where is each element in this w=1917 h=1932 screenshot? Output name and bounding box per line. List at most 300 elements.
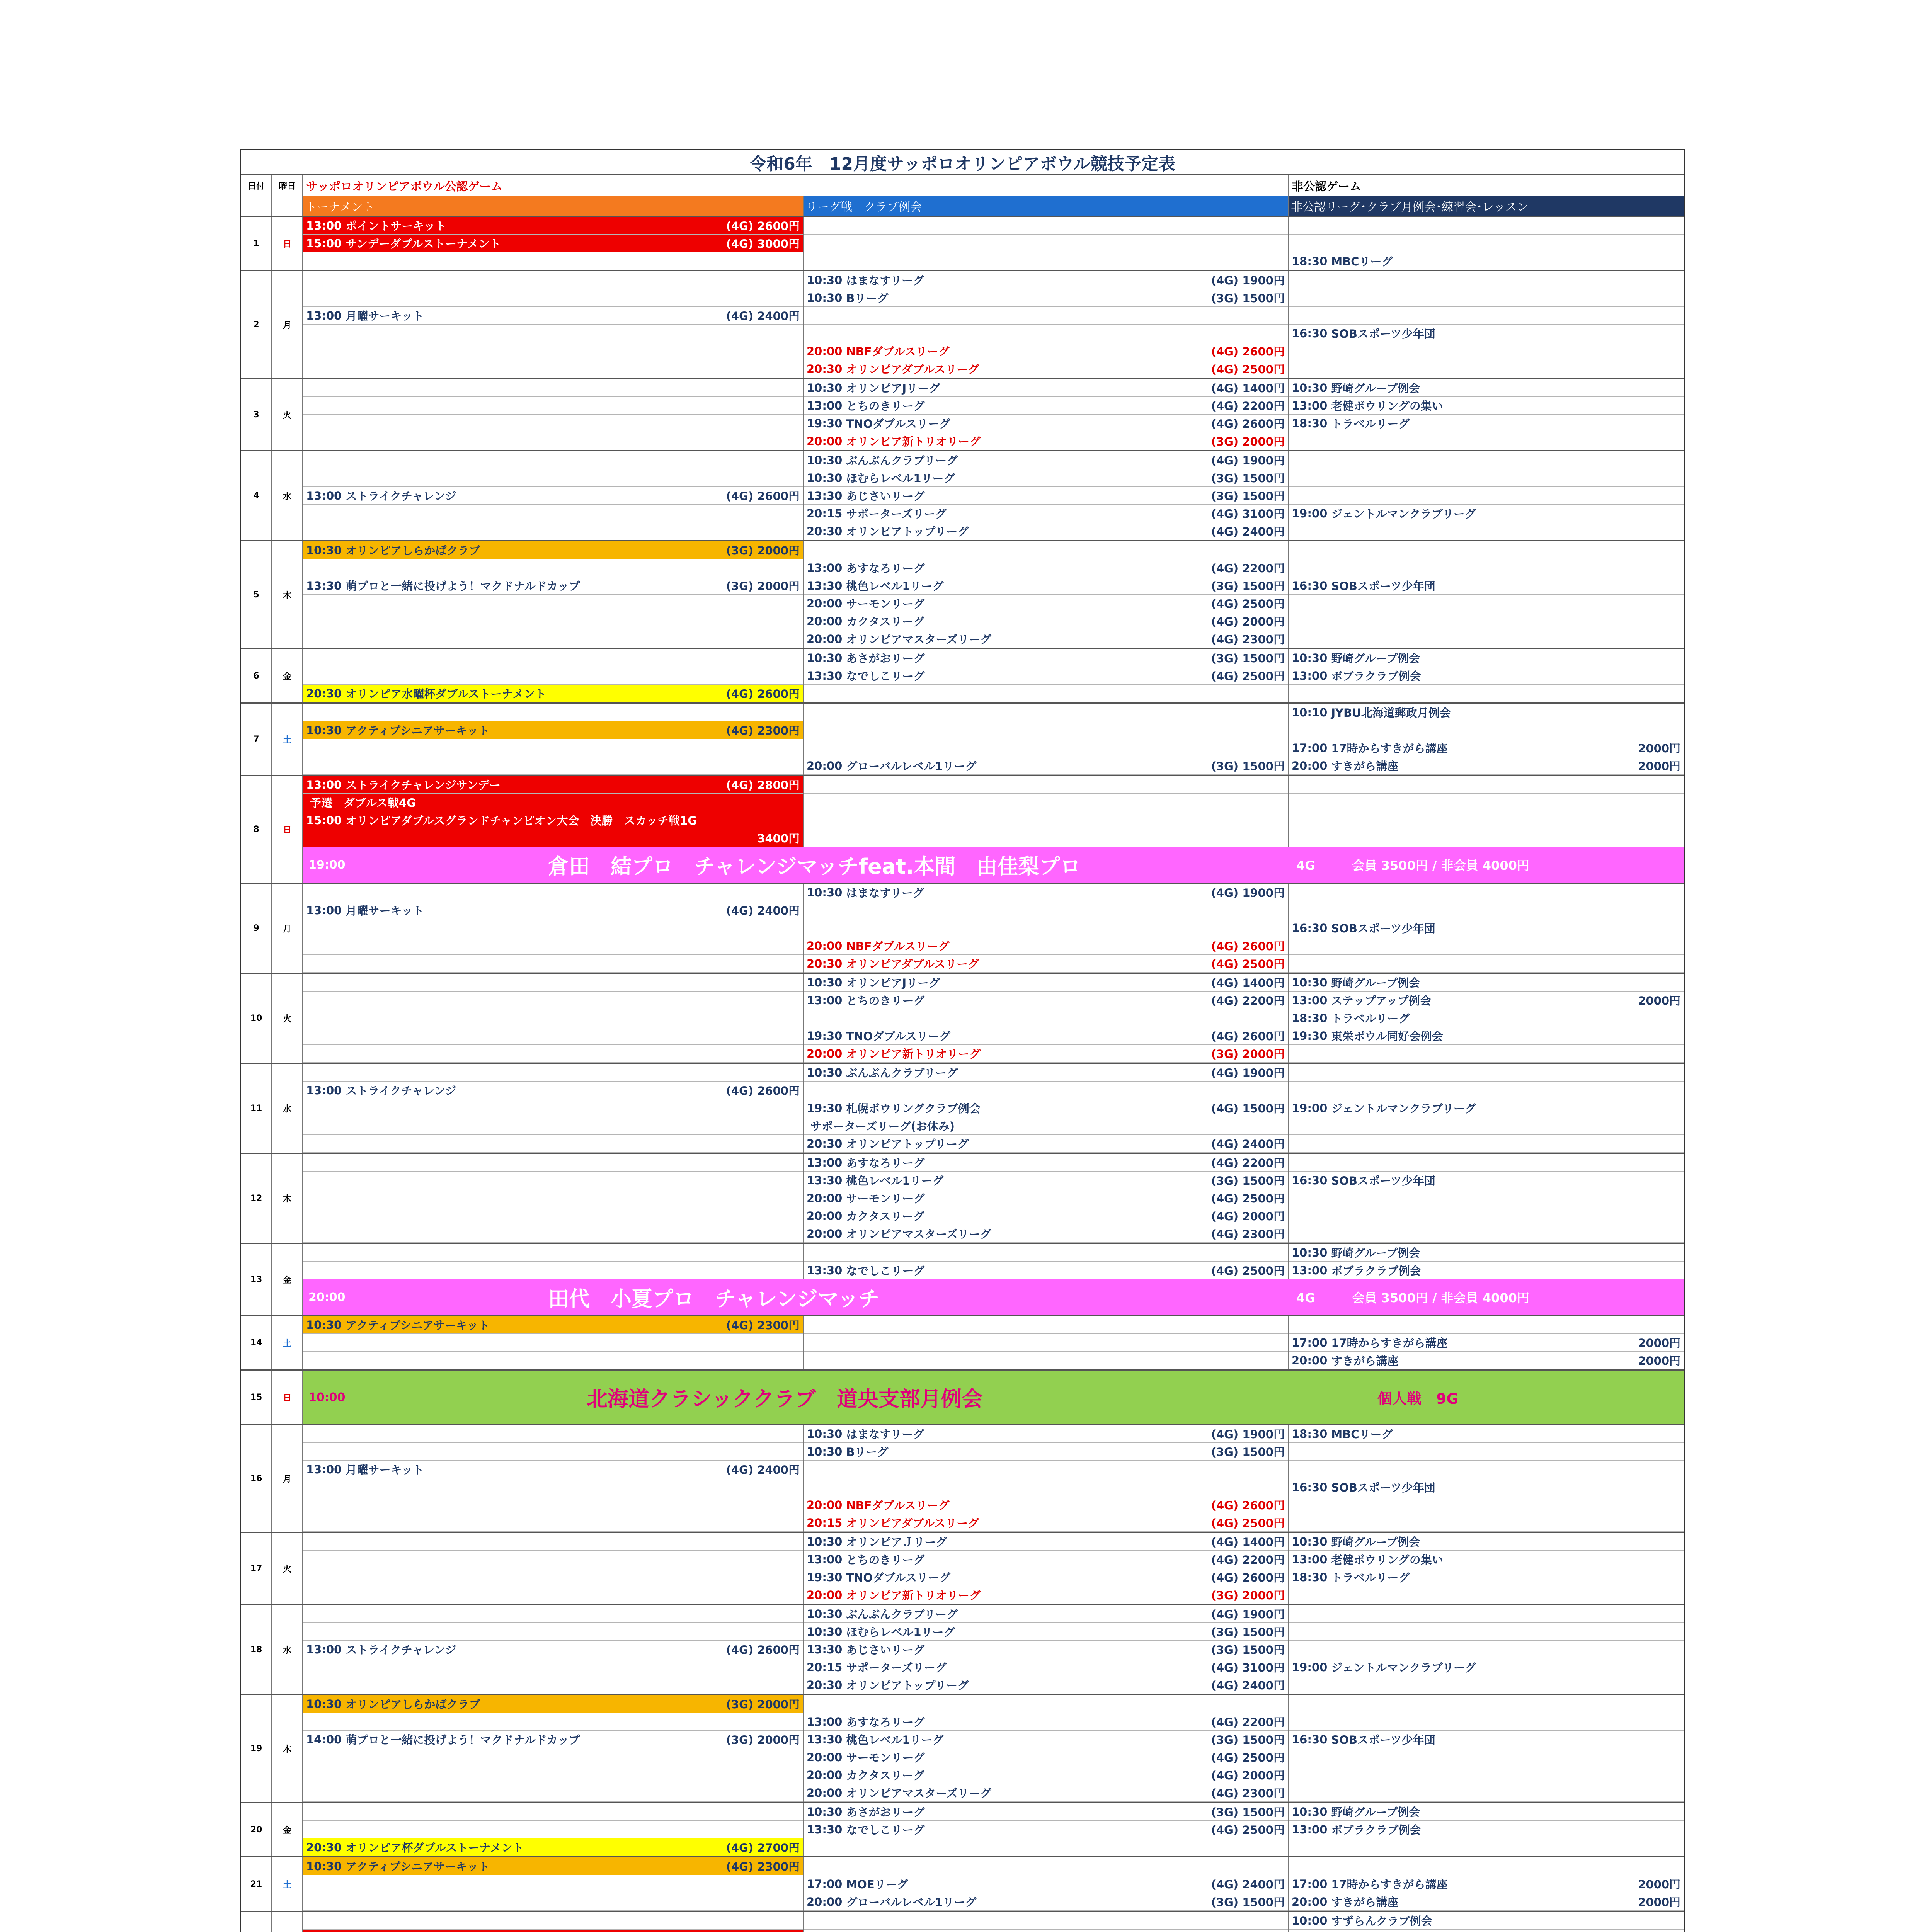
schedule-row: [804, 1586, 1288, 1604]
league-cell: [804, 541, 1289, 648]
event-name: オリンピアダブルスリーグ: [846, 363, 979, 376]
day-block: [241, 379, 1684, 451]
schedule-row: [303, 974, 803, 992]
event-time: 19:30: [1292, 1029, 1328, 1043]
tournament-cell: [303, 1316, 804, 1369]
other-cell: [1289, 884, 1684, 973]
event-name: あさがおリーグ: [846, 652, 925, 665]
schedule-row: [804, 1838, 1288, 1856]
event-name: トラベルリーグ: [1331, 1571, 1410, 1584]
event-name: SOBスポーツ少年団: [1331, 1174, 1435, 1187]
event-time: 10:30: [807, 381, 843, 395]
event-time: 13:30: [807, 1173, 843, 1187]
other-cell: [1289, 541, 1684, 648]
event-name: SOBスポーツ少年団: [1331, 922, 1435, 935]
schedule-row: [804, 1443, 1288, 1461]
schedule-row: [303, 1875, 803, 1893]
other-cell: [1289, 649, 1684, 702]
league-cell: [804, 1857, 1289, 1911]
event-name: ほむらレベル1リーグ: [846, 472, 955, 485]
event-price: (4G) 2200円: [1211, 562, 1285, 575]
schedule-row: [303, 415, 803, 432]
event-name: 老健ボウリングの集い: [1331, 400, 1443, 413]
event-time: 20:00: [807, 344, 843, 358]
event-price: (4G) 2000円: [1211, 1210, 1285, 1223]
schedule-row: [1289, 1316, 1684, 1334]
day-block: [241, 1371, 1684, 1425]
event-name: TNOダブルスリーグ: [846, 1030, 950, 1043]
day-of-week: 金: [272, 1803, 303, 1856]
schedule-row: [303, 1784, 803, 1802]
event-price: (4G) 2700円: [726, 1841, 800, 1854]
schedule-row: [804, 1117, 1288, 1135]
event-name: あすなろリーグ: [846, 1156, 925, 1170]
event-time: 20:30: [306, 1840, 342, 1854]
event-time: 20:15: [807, 1660, 843, 1674]
band-extra: 4G 会員 3500円 / 非会員 4000円: [1296, 1291, 1529, 1305]
event-price: (4G) 2200円: [1211, 1716, 1285, 1729]
league-cell: [804, 1154, 1289, 1243]
event-price: (4G) 2400円: [726, 310, 800, 323]
schedule-row: [1289, 397, 1684, 415]
event-name: なでしこリーグ: [846, 670, 925, 683]
event-name: サポーターズリーグ: [846, 507, 947, 520]
event-name: 17時からすきがら講座: [1331, 742, 1448, 755]
event-name: すきがら講座: [1331, 1354, 1399, 1367]
event-price: (4G) 2600円: [1211, 940, 1285, 953]
event-time: 13:00: [306, 489, 342, 502]
event-time: 20:00: [807, 1227, 843, 1240]
event-price: 2000円: [1638, 760, 1680, 773]
league-header: リーグ戦 クラブ例会: [804, 196, 1289, 216]
schedule-row: [804, 1154, 1288, 1172]
event-price: (4G) 1900円: [1211, 1608, 1285, 1621]
event-name: 桃色レベル1リーグ: [846, 580, 944, 593]
event-time: 20:30: [306, 687, 342, 700]
event-name: SOBスポーツ少年団: [1331, 1481, 1435, 1494]
event-name: グローバルレベル1リーグ: [846, 760, 977, 773]
schedule-row: [804, 884, 1288, 901]
event-price: (4G) 2200円: [1211, 994, 1285, 1007]
band-title: 北海道クラシッククラブ 道央支部月例会: [587, 1386, 983, 1411]
schedule-row: [804, 1821, 1288, 1838]
schedule-row: [1289, 1568, 1684, 1586]
schedule-row: [303, 325, 803, 342]
event-name: トラベルリーグ: [1331, 417, 1410, 430]
other-cell: [1289, 1912, 1684, 1932]
event-time: 13:00: [306, 903, 342, 917]
event-name: グローバルレベル1リーグ: [846, 1896, 977, 1909]
schedule-row: [804, 1082, 1288, 1099]
tournament-cell: [303, 1533, 804, 1604]
schedule-row: [1289, 955, 1684, 973]
event-price: (4G) 2500円: [1211, 670, 1285, 683]
event-name: 萌プロと一緒に投げよう！マクドナルドカップ: [346, 580, 580, 593]
event-name: ジェントルマンクラブリーグ: [1331, 507, 1476, 520]
schedule-row: [303, 776, 803, 794]
unofficial-header: 非公認ゲーム: [1292, 180, 1361, 194]
page-title: 令和6年 12月度サッポロオリンピアボウル競技予定表: [241, 150, 1684, 175]
event-name: あさがおリーグ: [846, 1806, 925, 1819]
event-price: (3G) 2000円: [1211, 435, 1285, 448]
schedule-row: [1289, 217, 1684, 235]
schedule-row: [804, 1135, 1288, 1153]
day-number: 1: [241, 217, 272, 270]
day-block: [241, 776, 1684, 884]
schedule-row: [804, 955, 1288, 973]
event-name: オリンピア新トリオリーグ: [846, 435, 981, 448]
event-price: (4G) 2600円: [726, 490, 800, 503]
schedule-row: [303, 1496, 803, 1514]
schedule-row: [303, 1623, 803, 1641]
schedule-row: [804, 1713, 1288, 1731]
schedule-row: [1289, 612, 1684, 630]
other-cell: [1289, 1605, 1684, 1694]
event-time: 20:30: [807, 957, 843, 970]
schedule-row: [303, 1207, 803, 1225]
schedule-row: [804, 649, 1288, 667]
schedule-row: [1289, 1334, 1684, 1352]
schedule-row: [1289, 1713, 1684, 1731]
tournament-cell: [303, 1695, 804, 1802]
tournament-header: トーナメント: [303, 196, 804, 216]
day-number: 11: [241, 1064, 272, 1153]
schedule-row: [804, 919, 1288, 937]
event-name: サーモンリーグ: [846, 1192, 925, 1205]
schedule-row: [804, 704, 1288, 721]
event-price: (4G) 2600円: [726, 219, 800, 233]
other-cell: [1289, 271, 1684, 378]
schedule-row: [1289, 432, 1684, 450]
event-time: 10:30: [807, 1535, 843, 1548]
league-cell: [804, 217, 1289, 270]
league-cell: [804, 1912, 1289, 1932]
schedule-row: [804, 342, 1288, 360]
day-number: 14: [241, 1316, 272, 1369]
event-name: オリンピアマスターズリーグ: [846, 1228, 991, 1241]
schedule-row: [804, 559, 1288, 577]
schedule-row: [303, 1461, 803, 1478]
schedule-row: [303, 649, 803, 667]
day-block: [241, 541, 1684, 649]
schedule-row: [1289, 559, 1684, 577]
event-price: (4G) 2300円: [726, 1319, 800, 1332]
event-time: 10:30: [807, 651, 843, 665]
schedule-row: [303, 451, 803, 469]
schedule-row: [303, 1838, 803, 1856]
schedule-row: [1289, 757, 1684, 775]
tournament-cell: [303, 884, 804, 973]
event-time: 20:00: [1292, 1354, 1328, 1367]
event-name: あじさいリーグ: [846, 1643, 925, 1656]
event-time: 10:30: [807, 1625, 843, 1638]
event-time: 10:30: [306, 1697, 342, 1711]
day-block: [241, 451, 1684, 541]
event-name: SOBスポーツ少年団: [1331, 1733, 1435, 1747]
other-cell: [1289, 1154, 1684, 1243]
event-name: オリンピアしらかばクラブ: [346, 544, 480, 557]
schedule-row: [303, 217, 803, 235]
schedule-row: [303, 811, 803, 829]
event-name: ストライクチャレンジ: [346, 1643, 456, 1656]
schedule-row: [1289, 1135, 1684, 1153]
event-name: はまなすリーグ: [846, 886, 924, 900]
schedule-row: [303, 1045, 803, 1063]
event-name: 東栄ボウル同好会例会: [1331, 1030, 1443, 1043]
schedule-row: [1289, 1514, 1684, 1532]
event-price: (4G) 2600円: [726, 687, 800, 701]
schedule-row: [1289, 522, 1684, 540]
event-time: 20:15: [807, 1516, 843, 1529]
event-price: (3G) 2000円: [1211, 1048, 1285, 1061]
schedule-row: [1289, 505, 1684, 522]
event-time: 10:30: [306, 1859, 342, 1873]
day-number: 5: [241, 541, 272, 648]
schedule-row: [303, 1930, 803, 1932]
schedule-row: [804, 1009, 1288, 1027]
event-time: 13:00: [306, 778, 342, 791]
event-price: (4G) 2200円: [1211, 1553, 1285, 1566]
event-name: 萌プロと一緒に投げよう！マクドナルドカップ: [346, 1733, 580, 1747]
schedule-row: [303, 1316, 803, 1334]
schedule-row: [303, 469, 803, 487]
schedule-row: [804, 1496, 1288, 1514]
event-time: 13:00: [306, 309, 342, 322]
event-price: (4G) 2500円: [1211, 1192, 1285, 1205]
schedule-row: [804, 1045, 1288, 1063]
event-price: (4G) 1400円: [1211, 382, 1285, 395]
event-time: 10:30: [306, 543, 342, 557]
schedule-row: [303, 1533, 803, 1551]
league-cell: [804, 1803, 1289, 1856]
schedule-row: [303, 1676, 803, 1694]
schedule-row: [1289, 577, 1684, 595]
schedule-row: [1289, 325, 1684, 342]
schedule-row: [303, 342, 803, 360]
event-name: 月曜サーキット: [346, 1463, 424, 1476]
tournament-cell: [303, 451, 804, 540]
schedule-row: [303, 685, 803, 702]
event-name: ボブラクラブ例会: [1331, 1264, 1421, 1277]
tournament-cell: [303, 541, 804, 648]
day-number: 6: [241, 649, 272, 702]
schedule-row: [303, 1082, 803, 1099]
day-of-week: 土: [272, 1316, 303, 1369]
schedule-row: [804, 992, 1288, 1009]
event-time: 10:30: [1292, 1535, 1328, 1548]
day-block: [241, 884, 1684, 974]
event-time: 13:00: [306, 1643, 342, 1656]
day-number: 15: [241, 1371, 272, 1424]
band-title: 倉田 結プロ チャレンジマッチfeat.本間 由佳梨プロ: [548, 854, 1081, 879]
day-of-week: 月: [272, 1425, 303, 1532]
event-name: 桃色レベル1リーグ: [846, 1733, 944, 1747]
event-price: (4G) 2600円: [1211, 345, 1285, 358]
event-time: 18:30: [1292, 417, 1328, 430]
event-time: 13:30: [807, 669, 843, 682]
event-name: サポーターズリーグ: [846, 1661, 947, 1674]
schedule-row: [303, 919, 803, 937]
event-price: (4G) 1900円: [1211, 454, 1285, 467]
schedule-row: [804, 1244, 1288, 1262]
event-price: 2000円: [1638, 994, 1680, 1007]
event-name: オリンピアＪリーグ: [846, 1536, 947, 1549]
event-time: 17:00: [807, 1877, 843, 1891]
other-cell: [1289, 379, 1684, 450]
day-of-week: 火: [272, 1533, 303, 1604]
schedule-row: [804, 901, 1288, 919]
schedule-row: [804, 1207, 1288, 1225]
event-price: 2000円: [1638, 1878, 1680, 1891]
event-time: 19:00: [1292, 1101, 1328, 1115]
schedule-row: [1289, 415, 1684, 432]
schedule-row: [804, 1930, 1288, 1932]
event-price: (3G) 1500円: [1211, 1446, 1285, 1459]
schedule-row: [1289, 487, 1684, 505]
day-block: [241, 1695, 1684, 1803]
event-name: オリンピア新トリオリーグ: [846, 1048, 981, 1061]
schedule-row: [804, 1695, 1288, 1713]
official-header: サッポロオリンピアボウル公認ゲーム: [303, 175, 1289, 196]
schedule-row: [1289, 1461, 1684, 1478]
event-name: オリンピアダブルスグランドチャンピオン大会 決勝 スカッチ戦1G: [346, 814, 697, 827]
schedule-row: [804, 1623, 1288, 1641]
event-time: 13:00: [1292, 1553, 1328, 1566]
event-name: すきがら講座: [1331, 760, 1399, 773]
schedule-row: [303, 1803, 803, 1821]
schedule-row: [804, 1172, 1288, 1189]
schedule-row: [303, 1225, 803, 1243]
event-time: 20:00: [807, 1786, 843, 1799]
schedule-row: [303, 955, 803, 973]
schedule-row: [804, 757, 1288, 775]
event-price: (3G) 2000円: [726, 580, 800, 593]
schedule-row: [1289, 1027, 1684, 1045]
schedule-row: [804, 577, 1288, 595]
event-time: 20:15: [807, 507, 843, 520]
schedule-row: [303, 757, 803, 775]
schedule-row: [804, 325, 1288, 342]
schedule-row: [303, 1172, 803, 1189]
schedule-row: [303, 612, 803, 630]
schedule-row: [804, 1803, 1288, 1821]
schedule-row: [804, 612, 1288, 630]
league-cell: [804, 271, 1289, 378]
schedule-row: [804, 1676, 1288, 1694]
event-name: Bリーグ: [846, 1446, 889, 1459]
schedule-row: [804, 1731, 1288, 1748]
event-name: すずらんクラブ例会: [1331, 1915, 1432, 1928]
schedule-row: [303, 630, 803, 648]
event-price: (4G) 2400円: [1211, 1138, 1285, 1151]
event-price: (4G) 2000円: [1211, 1769, 1285, 1782]
tournament-cell: [303, 1425, 804, 1532]
schedule-row: [303, 721, 803, 739]
schedule-row: [1289, 289, 1684, 307]
schedule-row: [1289, 1766, 1684, 1784]
event-time: 19:30: [807, 1029, 843, 1043]
schedule-row: [303, 1766, 803, 1784]
event-price: (3G) 2000円: [726, 544, 800, 557]
event-name: とちのきリーグ: [846, 400, 925, 413]
event-name: 野崎グループ例会: [1331, 652, 1420, 665]
schedule-row: [303, 1425, 803, 1443]
event-name: TNOダブルスリーグ: [846, 1571, 950, 1584]
schedule-row: [804, 974, 1288, 992]
league-cell: [804, 974, 1289, 1063]
event-time: 13:00: [807, 993, 843, 1007]
schedule-row: [1289, 1478, 1684, 1496]
schedule-row: [804, 1766, 1288, 1784]
schedule-sheet: [240, 149, 1685, 1932]
event-name: ボブラクラブ例会: [1331, 670, 1421, 683]
day-of-week: 火: [272, 974, 303, 1063]
event-price: (3G) 1500円: [1211, 1806, 1285, 1819]
event-time: 13:00: [1292, 1264, 1328, 1277]
schedule-row: [303, 271, 803, 289]
schedule-row: [1289, 1154, 1684, 1172]
event-time: 20:30: [807, 362, 843, 376]
schedule-row: [303, 252, 803, 270]
schedule-row: [303, 1334, 803, 1352]
event-price: (4G) 1900円: [1211, 1066, 1285, 1080]
dow-header: 曜日: [272, 175, 303, 196]
schedule-row: [303, 937, 803, 955]
schedule-row: [804, 1605, 1288, 1623]
event-price: (4G) 2300円: [726, 724, 800, 737]
schedule-row: [303, 1064, 803, 1082]
event-price: (3G) 1500円: [1211, 760, 1285, 773]
event-name: オリンピア杯ダブルストーナメント: [346, 1841, 524, 1854]
schedule-row: [303, 704, 803, 721]
schedule-row: [303, 1189, 803, 1207]
day-block: [241, 1425, 1684, 1533]
day-of-week: 水: [272, 1064, 303, 1153]
event-time: 10:30: [807, 1427, 843, 1440]
day-number: 16: [241, 1425, 272, 1532]
event-name: アクティブシニアサーキット: [346, 1319, 490, 1332]
event-name: オリンピアマスターズリーグ: [846, 1787, 991, 1800]
schedule-row: [804, 776, 1288, 794]
event-price: (3G) 1500円: [1211, 652, 1285, 665]
event-time: 19:00: [1292, 1660, 1328, 1674]
event-name: 月曜サーキット: [346, 904, 424, 917]
schedule-row: [303, 794, 803, 811]
schedule-row: [804, 739, 1288, 757]
event-time: 17:00: [1292, 741, 1328, 755]
event-time: 10:30: [807, 291, 843, 304]
schedule-row: [1289, 342, 1684, 360]
event-time: 10:10: [1292, 706, 1328, 719]
date-header: 日付: [241, 175, 272, 196]
event-price: 2000円: [1638, 1896, 1680, 1909]
event-time: 13:00: [807, 1156, 843, 1169]
event-time: 10:30: [1292, 976, 1328, 989]
day-number: [241, 1912, 272, 1932]
event-price: 2000円: [1638, 1337, 1680, 1350]
event-time: 13:30: [807, 1643, 843, 1656]
schedule-row: [1289, 360, 1684, 378]
event-time: 18:30: [1292, 254, 1328, 268]
event-price: (3G) 2000円: [726, 1733, 800, 1747]
event-name: MBCリーグ: [1331, 1428, 1393, 1441]
schedule-row: [303, 307, 803, 325]
schedule-row: [804, 1875, 1288, 1893]
day-number: 21: [241, 1857, 272, 1911]
event-name: オリンピアダブルスリーグ: [846, 1517, 979, 1530]
schedule-row: [804, 1461, 1288, 1478]
event-name: オリンピアトップリーグ: [846, 1138, 969, 1151]
